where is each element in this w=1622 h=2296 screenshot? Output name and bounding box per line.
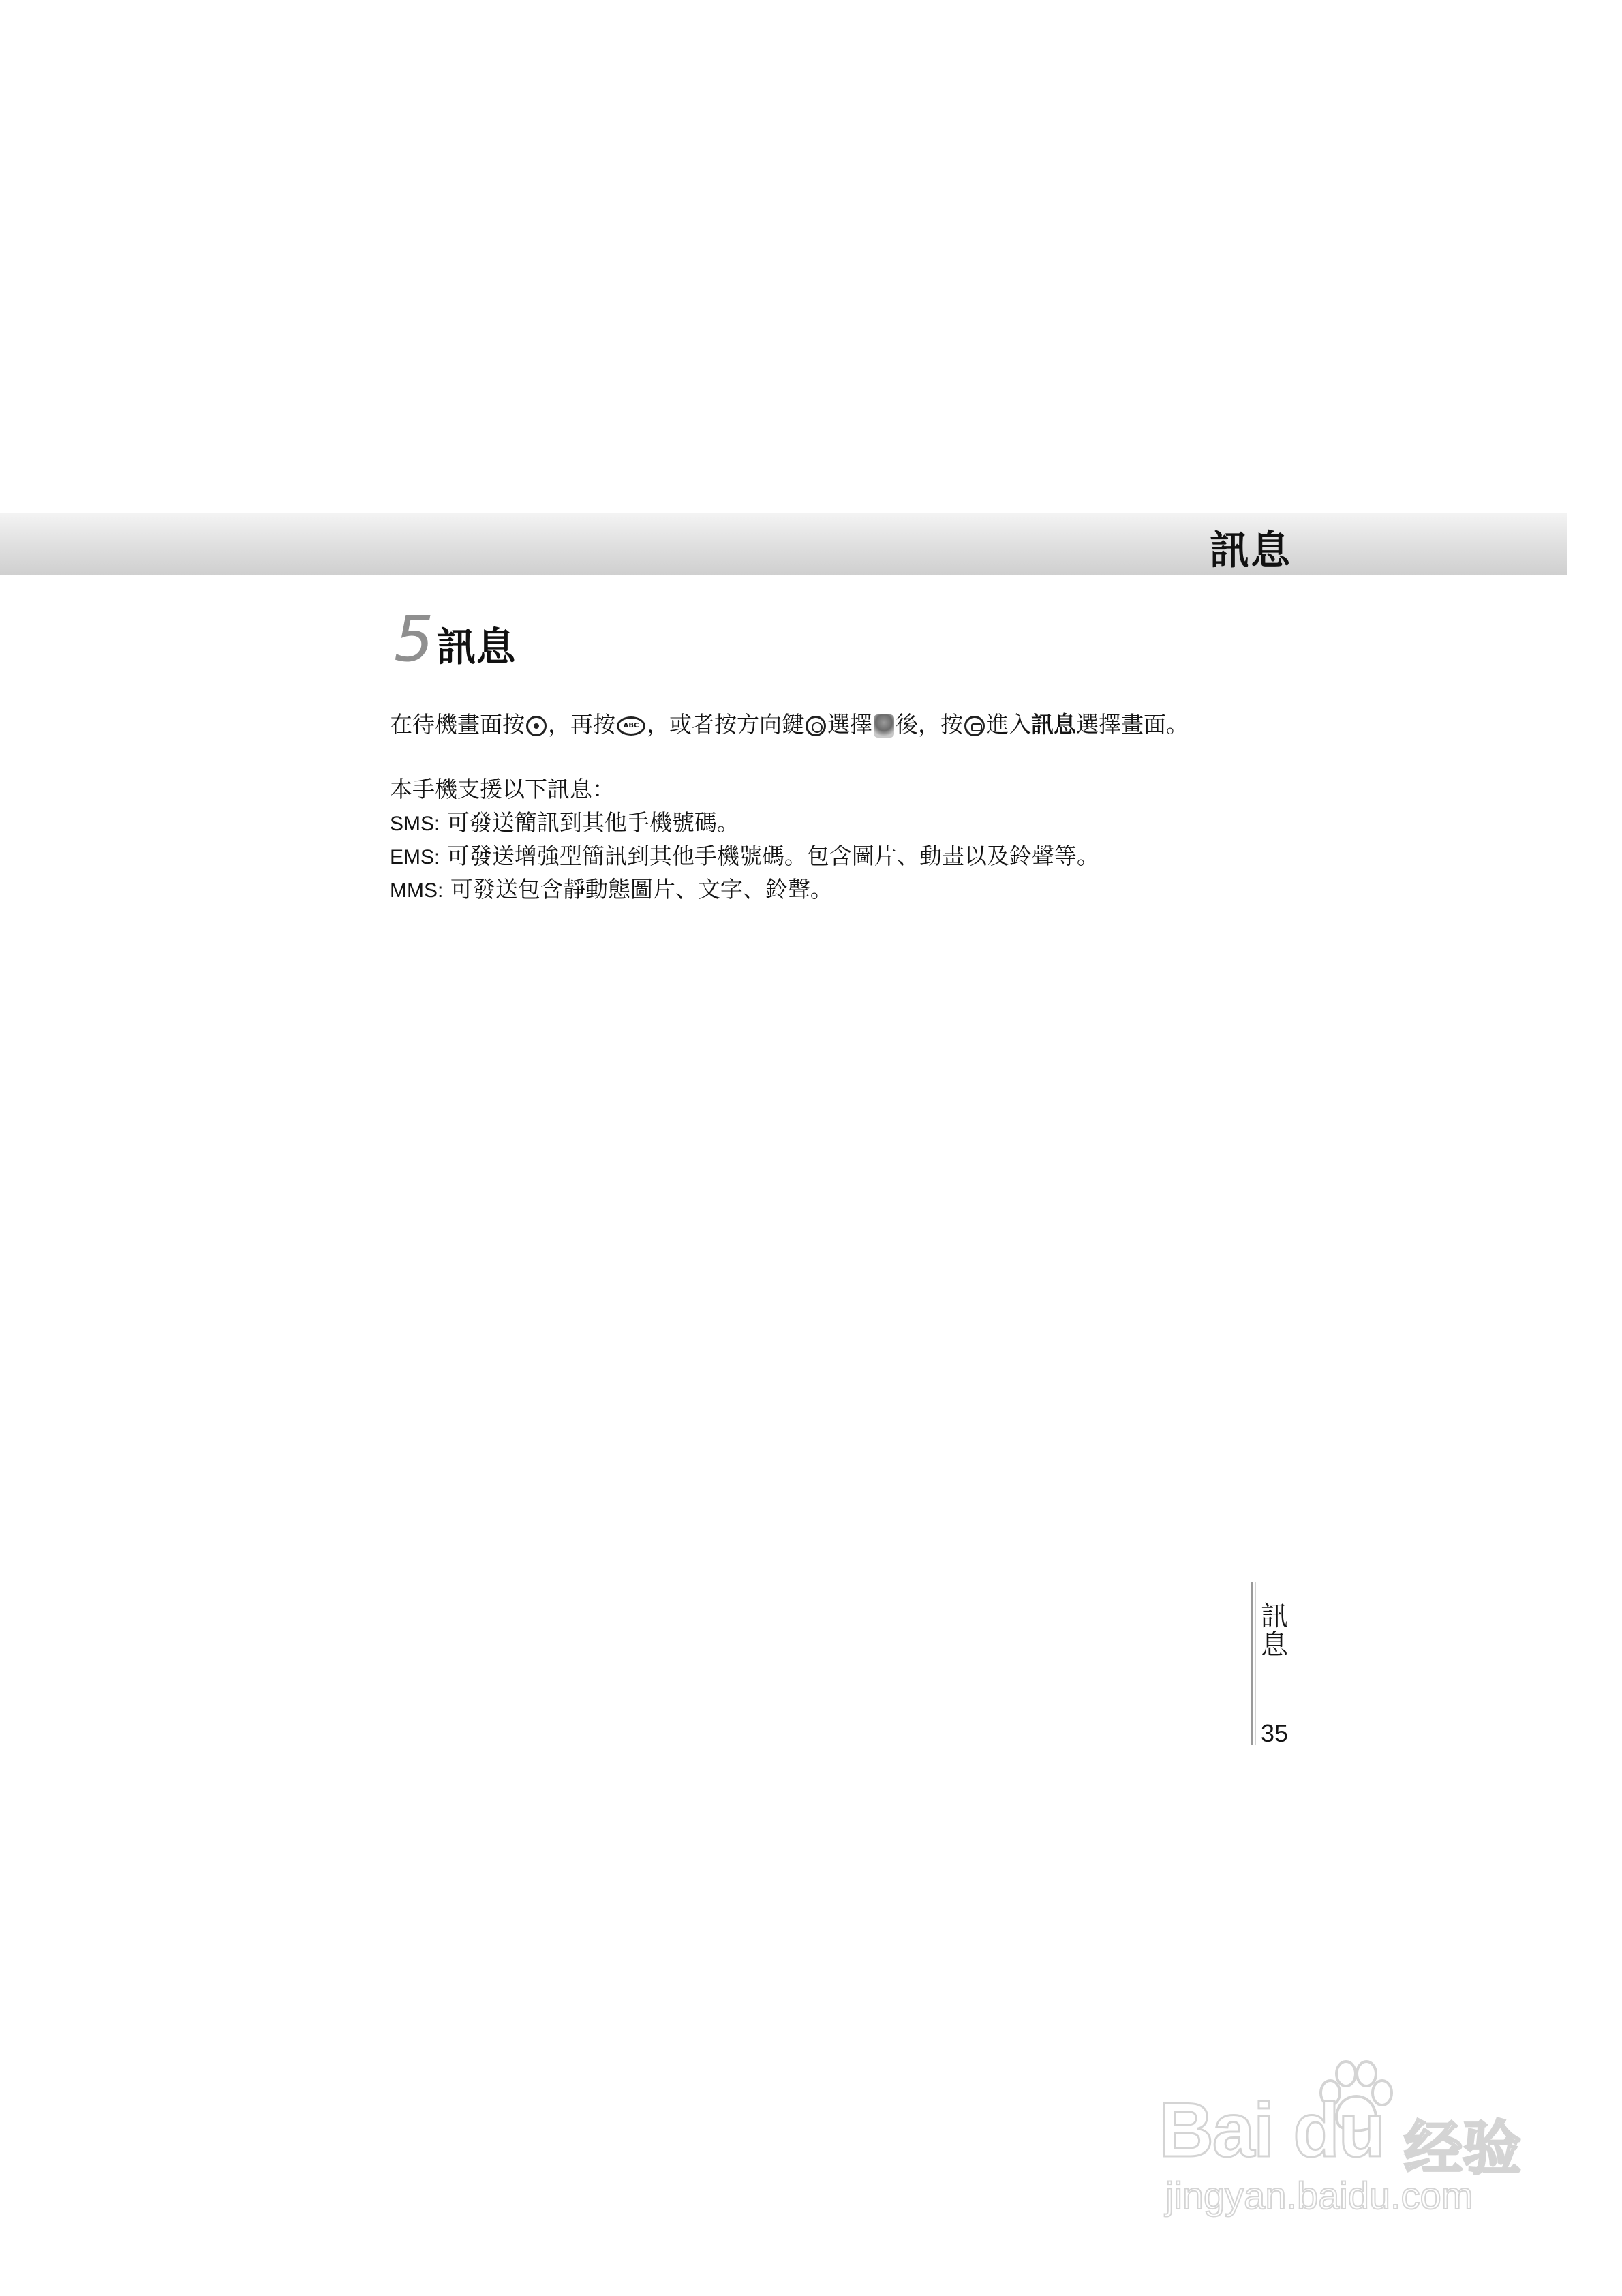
side-tab-char: 息: [1261, 1629, 1288, 1661]
side-tab-char: 訊: [1261, 1601, 1288, 1632]
message-type-description: 可發送簡訊到其他手機號碼。: [440, 809, 739, 836]
intro-text-5: 後，按: [896, 711, 963, 738]
intro-text-3: ，或者按方向鍵: [647, 711, 804, 738]
watermark-brand: Bai du: [1159, 2087, 1384, 2173]
watermark-url: jingyan.baidu.com: [1165, 2174, 1473, 2217]
intro-paragraph: [390, 711, 1189, 738]
section-heading: [394, 603, 516, 676]
message-type-description: 可發送增強型簡訊到其他手機號碼。包含圖片、動畫以及鈴聲等。: [440, 843, 1099, 869]
message-type-row: [390, 843, 1099, 870]
message-type-row: [390, 876, 833, 903]
baidu-watermark: [1159, 2059, 1540, 2217]
side-tab-rule-inner: [1255, 1582, 1256, 1745]
watermark-brand-cn: 经验: [1404, 2115, 1521, 2183]
intro-text-1: 在待機畫面按: [390, 711, 525, 738]
message-type-row: [390, 809, 739, 836]
chapter-title: 訊息: [1209, 527, 1291, 573]
side-tab-rule: [1251, 1582, 1253, 1745]
message-type-description: 可發送包含靜動態圖片、文字、鈴聲。: [443, 876, 833, 903]
intro-text-6: 進入: [986, 711, 1031, 738]
message-type-label: MMS:: [390, 879, 444, 902]
section-number: 5: [394, 603, 434, 676]
intro-text-4: 選擇: [827, 711, 872, 738]
intro-text-2: ，再按: [548, 711, 615, 738]
side-tab-label: [1261, 1602, 1291, 1659]
abc-key-icon: ABC: [617, 716, 645, 736]
messages-menu-icon: [874, 714, 894, 738]
navigation-key-icon: [806, 716, 826, 736]
message-type-label: SMS:: [390, 813, 440, 835]
supported-messages-intro: 本手機支援以下訊息：: [390, 776, 615, 802]
ok-key-icon: [964, 716, 985, 736]
page-number: 35: [1261, 1719, 1289, 1747]
intro-bold-term: 訊息: [1031, 711, 1076, 738]
section-title: 訊息: [436, 624, 516, 670]
intro-text-7: 選擇畫面。: [1076, 711, 1189, 738]
center-select-key-icon: [526, 716, 547, 736]
chapter-header-band: [0, 513, 1567, 575]
message-type-label: EMS:: [390, 846, 440, 868]
